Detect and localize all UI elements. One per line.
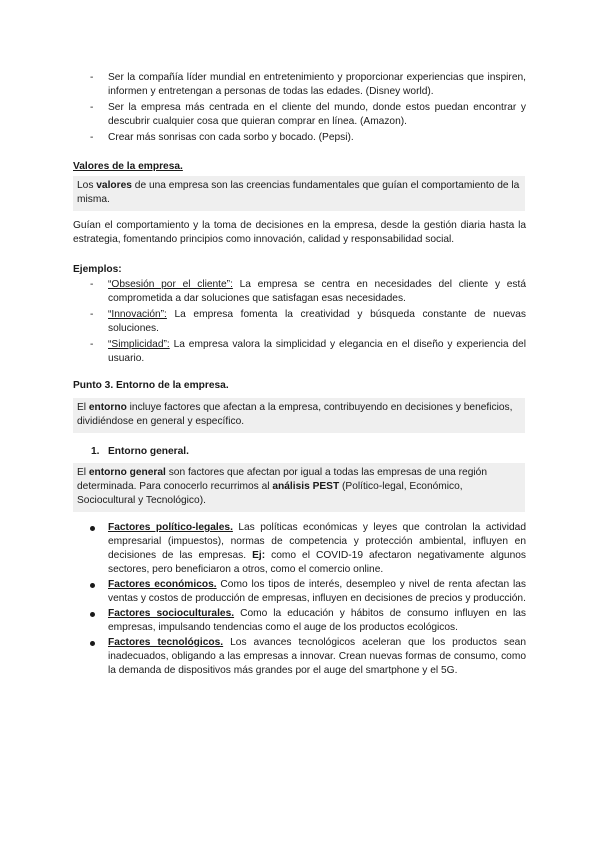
section-heading-valores: Valores de la empresa. (73, 161, 183, 172)
subsection-heading-entorno-general: 1. Entorno general. (91, 446, 189, 457)
definition-box-entorno-general: El entorno general son factores que afectan por igual a todas las empresas de una región determinada. Para conocerlo recurrimos al análisis PEST (Político-legal, Económico, Sociocultural y Tecnológico). (73, 463, 525, 512)
list-item: - “Obsesión por el cliente”: La empresa se centra en necesidades del cliente y está comprometida a dar soluciones que satisfagan esas necesidades. (90, 279, 527, 304)
bullet-icon (90, 641, 95, 646)
bullet-icon (90, 526, 95, 531)
examples-label: Ejemplos: (73, 264, 122, 275)
section-heading-punto3: Punto 3. Entorno de la empresa. (73, 380, 229, 391)
list-item: Factores político-legales. Las políticas económicas y leyes que controlan la actividad empresarial (impuestos), normas de competencia y protección ambiental, influyen en decisiones de las empresas. Ej: como el COVID-19 afectaron negativamente algunos sectores, pero beneficiaron a otros, como el comercio online. (90, 521, 526, 577)
definition-box-valores: Los valores de una empresa son las creencias fundamentales que guían el comportamiento de la misma. (73, 176, 525, 211)
list-item: - Ser la compañía líder mundial en entretenimiento y proporcionar experiencias que inspiren, informen y entretengan a personas de todas las edades. (Disney world). (90, 72, 526, 97)
definition-box-entorno: El entorno incluye factores que afectan a la empresa, contribuyendo en decisiones y beneficios, dividiéndose en general y específico. (73, 398, 525, 433)
list-item: - “Simplicidad”: La empresa valora la simplicidad y elegancia en el diseño y experiencia del usuario. (90, 339, 526, 364)
valores-paragraph: Guían el comportamiento y la toma de decisiones en la empresa, desde la gestión diaria hasta la estrategia, fomentando principios como innovación, calidad y responsabilidad social. (73, 220, 526, 245)
list-item: Factores económicos. Como los tipos de interés, desempleo y nivel de renta afectan las ventas y costos de producción de empresas, influyen en decisiones de precios y producción. (90, 578, 526, 606)
list-item: - Ser la empresa más centrada en el cliente del mundo, donde estos puedan encontrar y descubrir cualquier cosa que quieran comprar en línea. (Amazon). (90, 102, 526, 127)
bullet-icon (90, 583, 95, 588)
list-item: Factores socioculturales. Como la educación y hábitos de consumo influyen en las empresas, impulsando tendencias como el auge de los productos ecológicos. (90, 607, 526, 635)
mission-examples-list (90, 71, 526, 147)
bullet-icon (90, 612, 95, 617)
list-item: Factores tecnológicos. Los avances tecnológicos aceleran que los productos sean inadecuados, obligando a las empresas a innovar. Crean nuevas formas de consumo, como la demanda de dispositivos más grandes por el auge del smartphone y el 5G. (90, 636, 526, 678)
pest-factors-list (90, 521, 526, 679)
values-examples-list (90, 278, 526, 368)
list-item: - “Innovación”: La empresa fomenta la creatividad y búsqueda constante de nuevas soluciones. (90, 309, 526, 334)
list-item: - Crear más sonrisas con cada sorbo y bocado. (Pepsi). (90, 132, 354, 143)
